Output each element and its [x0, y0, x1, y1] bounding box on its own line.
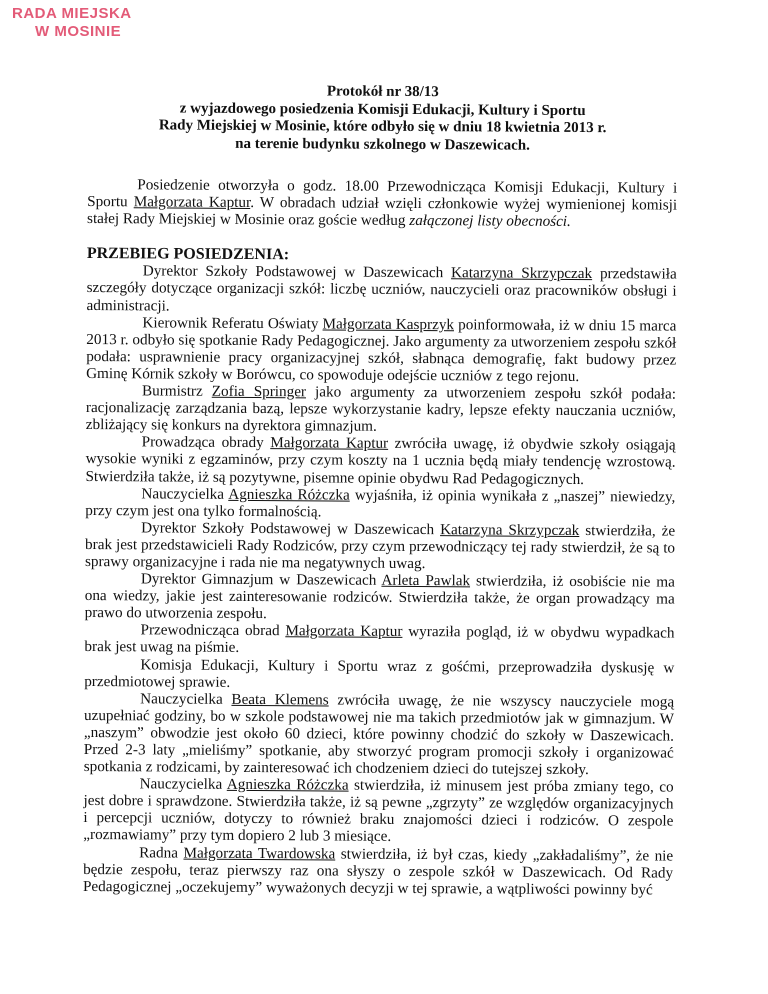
p4-text-b: zwróciła uwagę, iż obydwie szkoły osiągają wysokie wyniki z egzaminów, przy czym koszty na 1 ucznia będą miały tendencję wzrostową. Stwierdziła także, iż są pozytywne, pisemne opinie obydwu Rad Pedagogicznych. — [85, 435, 676, 488]
paragraph-9 — [84, 656, 674, 694]
council-stamp — [12, 5, 132, 41]
p4-person-name: Małgorzata Kaptur — [270, 434, 389, 453]
paragraph-10 — [84, 690, 675, 779]
intro-paragraph — [87, 176, 677, 231]
p10-person-name: Beata Klemens — [231, 690, 329, 709]
document-title — [87, 82, 677, 156]
p5-text-b: wyjaśniła, iż opinia wynikała z „naszej” niewiedzy, przy czym jest ona tylko formalnością. — [85, 486, 676, 521]
p2-person-name: Małgorzata Kasprzyk — [322, 315, 455, 333]
paragraph-6 — [85, 519, 675, 574]
p8-text-b: wyraziła pogląd, iż w obydwu wypadkach brak jest uwag na piśmie. — [84, 623, 675, 657]
title-line-4: na terenie budynku szkolnego w Daszewicach. — [235, 135, 530, 154]
p10-text-b: zwróciła uwagę, że nie wszyscy nauczyciele mogą uzupełniać godziny, bo w szkole podstawowej nie ma takich przedmiotów jak w gimnazjum. W „naszym” obwodzie jest około 60 dzieci, które powinny chodzić do szkoły w Daszewicach. Przed 2-3 laty „mieliśmy” spotkanie, aby stworzyć program promocji szkoły i organizować spotkania z rodzicami, by zainteresować ich chodzeniem dzieci do tutejszej szkoły. — [83, 691, 675, 779]
stamp-line-2: W MOSINIE — [35, 23, 122, 40]
p11-person-name: Agnieszka Różczka — [226, 776, 349, 794]
p2-text-b: poinformowała, iż w dniu 15 marca 2013 r. odbyło się spotkanie Rady Pedagogicznej. Jako argumenty za utworzeniem zespołu szkół podała: usprawnienie pracy organizacyjnej szkół, słabnąca demografię, fakt budowy przez Gminę Kórnik szkoły w Borówcu, co spowoduje odejście uczniów z tego rejonu. — [86, 315, 677, 385]
p12-text-b: stwierdziła, iż był czas, kiedy „zakładaliśmy”, że nie będzie zespołu, teraz pierwszy raz ona słyszy o zespole szkół w Daszewicach. Od Rady Pedagogicznej „oczekujemy” wyważonych decyzji w tej sprawie, a wątpliwości powinny być — [82, 845, 674, 899]
stamp-line-1: RADA MIEJSKA — [12, 5, 132, 22]
paragraph-11 — [83, 775, 673, 847]
p1-text-b: przedstawiła szczegóły dotyczące organizacji szkół: liczbę uczniów, nauczycieli oraz pracowników obsługi i administracji. — [86, 265, 677, 315]
p7-person-name: Arleta Pawlak — [381, 571, 471, 590]
p10-text-a: Nauczycielka — [140, 690, 232, 708]
p6-text-a: Dyrektor Szkoły Podstawowej w Daszewicach — [141, 519, 441, 538]
paragraph-8 — [84, 621, 674, 659]
paragraph-1 — [86, 262, 676, 317]
p2-text-a: Kierownik Referatu Oświaty — [142, 313, 323, 333]
paragraph-12 — [83, 844, 673, 899]
chairperson-name: Małgorzata Kaptur — [133, 193, 251, 212]
paragraph-5 — [85, 485, 675, 523]
p9-text: Komisja Edukacji, Kultury i Sportu wraz z gośćmi, przeprowadziła dyskusję w przedmiotowej sprawie. — [84, 655, 675, 691]
p11-text-b: stwierdziła, iż minusem jest próba zmiany tego, co jest dobre i sprawdzone. Stwierdziła także, iż są pewne „zgrzyty” ze względów organizacyjnych i percepcji uczniów, dotyczy to również braku znajomości dzieci i rodziców. O zespole „rozmawiamy” przy tym dopiero 2 lub 3 miesiące. — [83, 776, 674, 846]
paragraph-3 — [86, 382, 676, 437]
p3-person-name: Zofia Springer — [211, 382, 307, 401]
p6-text-b: stwierdziła, że brak jest przedstawicieli Rady Rodziców, przy czym przewodniczący tej rady stwierdził, że są to sprawy organizacyjne i rada nie ma negatywnych uwag. — [84, 521, 676, 573]
p3-text-a: Burmistrz — [141, 382, 212, 400]
p7-text-b: stwierdziła, iż osobiście nie ma ona wiedzy, jakie jest zainteresowanie rodziców. Stwierdziła także, że organ prowadzący ma prawo do utworzenia zespołu. — [84, 572, 675, 623]
p1-text-a: Dyrektor Szkoły Podstawowej w Daszewicach — [142, 262, 452, 282]
section-heading: PRZEBIEG POSIEDZENIA: — [86, 245, 290, 264]
attendance-list-ref: załączonej listy obecności. — [409, 212, 571, 231]
title-line-3: Rady Miejskiej w Mosinie, które odbyło się w dniu 18 kwietnia 2013 r. — [158, 117, 607, 137]
p11-text-a: Nauczycielka — [139, 775, 227, 794]
p8-person-name: Małgorzata Kaptur — [285, 622, 403, 641]
p12-person-name: Małgorzata Twardowska — [183, 844, 336, 863]
p7-text-a: Dyrektor Gimnazjum w Daszewicach — [140, 570, 382, 589]
document-body — [83, 66, 678, 898]
title-line-1: Protokół nr 38/13 — [326, 83, 439, 101]
p8-text-a: Przewodnicząca obrad — [140, 621, 286, 640]
p12-text-a: Radna — [139, 843, 184, 862]
p4-text-a: Prowadząca obrady — [141, 433, 271, 452]
title-line-2: z wyjazdowego posiedzenia Komisji Edukacji, Kultury i Sportu — [179, 100, 586, 119]
p5-text-a: Nauczycielka — [141, 484, 229, 503]
intro-text-2: . W obradach udział wzięli członkowie wyżej wymienionej komisji stałej Rady Miejskiej w Mosinie oraz goście według — [87, 194, 678, 230]
p1-person-name: Katarzyna Skrzypczak — [451, 264, 593, 283]
paragraph-7 — [85, 570, 675, 625]
p5-person-name: Agnieszka Różczka — [228, 485, 350, 504]
intro-text-1: Posiedzenie otworzyła o godz. 18.00 Przewodnicząca Komisji Edukacji, Kultury i Sportu — [87, 176, 678, 211]
paragraph-2 — [86, 314, 676, 386]
p3-text-b: jako argumenty za utworzeniem zespołu szkół podała: racjonalizację zarządzania bazą, lepsze wykorzystanie kadry, lepsze efekty nauczania uczniów, zbliżający się konkurs na dyrektora gimnazjum. — [85, 383, 677, 435]
paragraph-4 — [85, 433, 675, 488]
p6-person-name: Katarzyna Skrzypczak — [440, 520, 580, 539]
